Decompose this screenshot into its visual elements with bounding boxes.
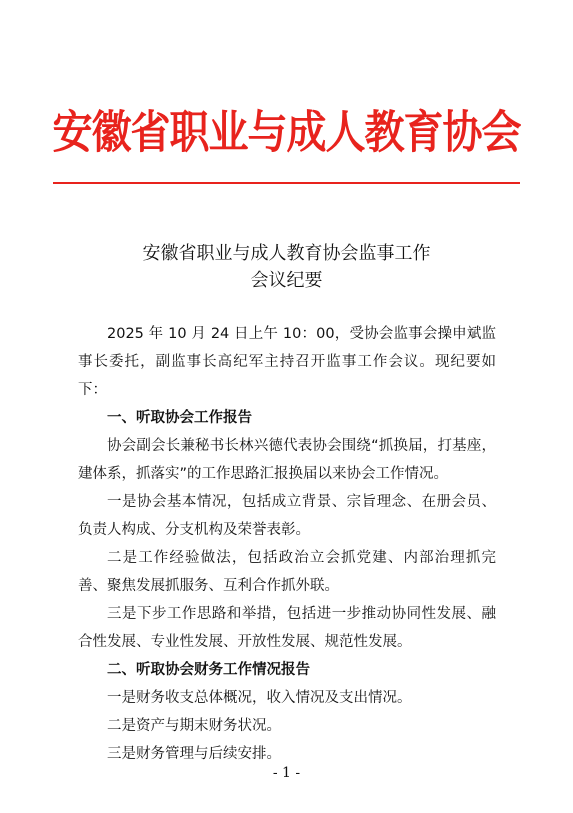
paragraph: 协会副会长兼秘书长林兴德代表协会围绕“抓换届，打基座，建体系，抓落实”的工作思路汇报换届以来协会工作情况。 [78,438,496,482]
paragraph-intro: 2025 年 10 月 24 日上午 10：00，受协会监事会操申斌监事长委托，副监事长高纪军主持召开监事工作会议。现纪要如下： [78,326,496,398]
page-number: - 1 - [272,765,301,781]
document-title-line-1: 安徽省职业与成人教育协会监事工作 [142,243,431,264]
paragraph: 二是资产与期末财务状况。 [107,718,281,734]
section-heading-2: 二、听取协会财务工作情况报告 [107,662,310,678]
letterhead-org-name: 安徽省职业与成人教育协会 [52,106,521,159]
paragraph: 一是协会基本情况，包括成立背景、宗旨理念、在册会员、负责人构成、分支机构及荣誉表彰。 [78,494,496,538]
document-body [78,320,496,768]
section-heading-1: 一、听取协会工作报告 [107,410,252,426]
document-title [0,240,573,294]
paragraph: 三是财务管理与后续安排。 [107,746,281,762]
letterhead-red-rule [53,182,520,184]
document-title-line-2: 会议纪要 [250,270,323,291]
paragraph: 二是工作经验做法，包括政治立会抓党建、内部治理抓完善、聚焦发展抓服务、互利合作抓外联。 [78,550,496,594]
paragraph: 一是财务收支总体概况，收入情况及支出情况。 [107,690,412,706]
paragraph: 三是下步工作思路和举措，包括进一步推动协同性发展、融合性发展、专业性发展、开放性发展、规范性发展。 [78,606,496,650]
